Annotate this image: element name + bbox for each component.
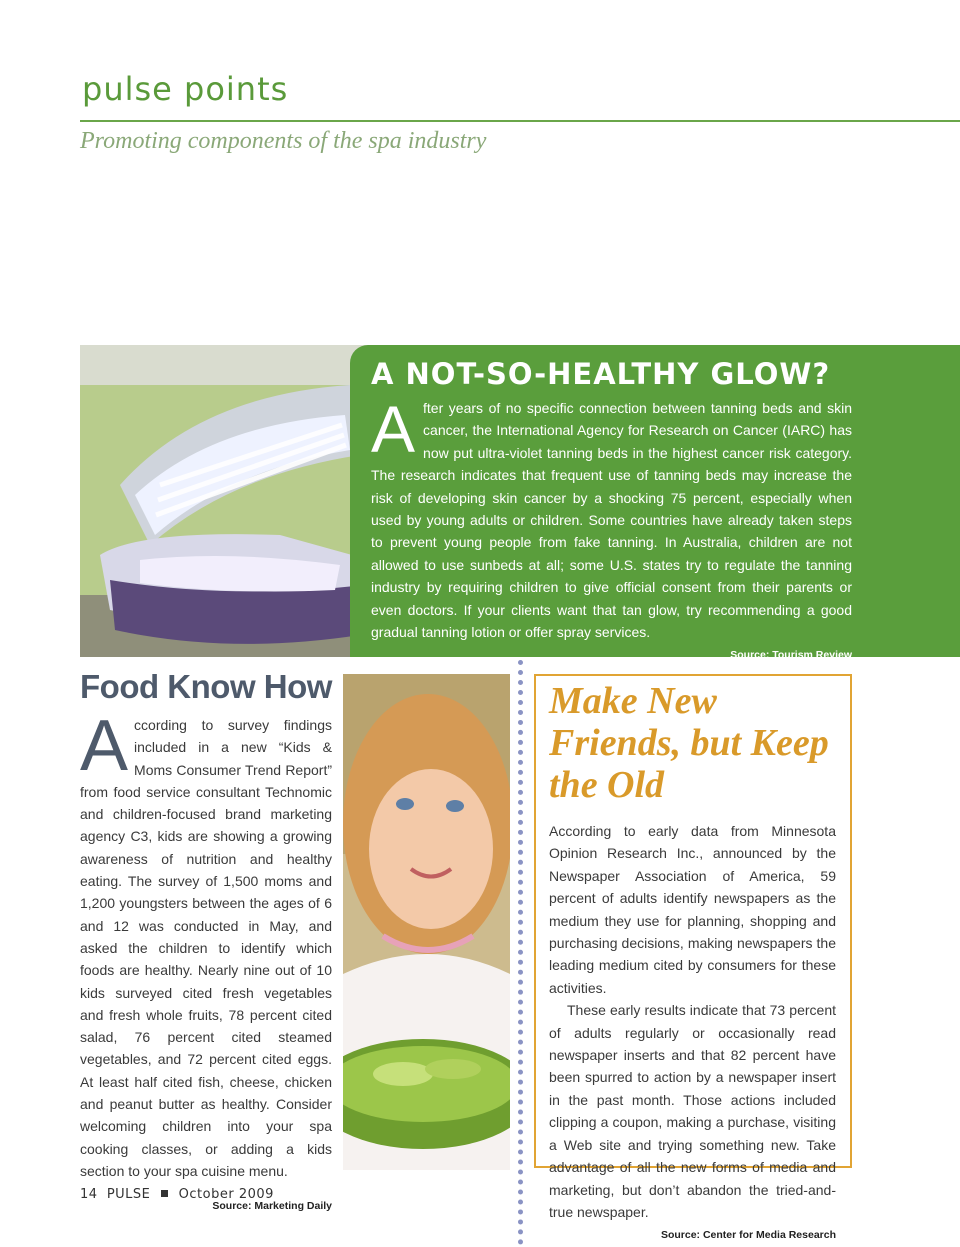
- tanning-article-body: [371, 392, 852, 643]
- food-dropcap: A: [80, 706, 129, 786]
- food-article: [80, 668, 332, 1212]
- food-article-body: [80, 706, 332, 1182]
- tanning-source: Source: Tourism Review: [730, 649, 852, 662]
- tanning-feature-box: [350, 345, 960, 662]
- page-footer: [80, 1187, 274, 1202]
- header-rule: [80, 120, 960, 122]
- section-title: pulse points: [82, 70, 289, 108]
- food-source: Source: Marketing Daily: [212, 1200, 332, 1213]
- section-subtitle: Promoting components of the spa industry: [80, 128, 487, 154]
- tanning-bed-photo: [80, 345, 380, 657]
- newspaper-article-body: [549, 820, 836, 1223]
- food-article-text: ccording to survey findings included in a new “Kids & Moms Consumer Trend Report” from food service consultant Technomic and children-focused brand marketing agency C3, kids are showing a growing awareness of nutrition and healthy eating. The survey of 1,500 moms and 1,200 youngsters between the ages of 6 and 12 was conducted in May, and asked the children to identify which foods are healthy. Nearly nine out of 10 kids surveyed cited fresh vegetables and fresh whole fruits, 78 percent cited salad, 76 percent cited steamed vegetables, and 72 percent cited eggs. At least half cited fish, cheese, chicken and peanut butter as healthy. Consider welcoming children into your spa cooking classes, or adding a kids section to your spa cuisine menu.: [80, 717, 332, 1179]
- newspaper-paragraph-1: According to early data from Minnesota Opinion Research Inc., announced by the Newspaper Association of America, 59 percent of adults identify newspapers as the medium they use for planning, shopping and purchasing decisions, making newspapers the leading medium cited by consumers for these activities.: [549, 823, 836, 996]
- page-number: 14: [80, 1187, 98, 1202]
- tanning-headline: A NOT-SO-HEALTHY GLOW?: [371, 357, 831, 391]
- tanning-article-text: fter years of no specific connection between tanning beds and skin cancer, the International Agency for Research on Cancer (IARC) has now put ultra-violet tanning beds in the highest cancer risk category. The research indicates that frequent use of tanning beds may increase the risk of developing skin cancer by a shocking 75 percent, especially when used by young adults or children. Some countries have already taken steps to prevent young people from fake tanning. In Australia, children are not allowed to use sunbeds at all; some U.S. states try to regulate the tanning industry by requiring children to give official consent from their parents or even doctors. If your clients want that tan glow, try recommending a good gradual tanning lotion or offer spray services.: [371, 400, 852, 641]
- newspaper-source: Source: Center for Media Research: [660, 1229, 836, 1242]
- issue-date: October 2009: [178, 1187, 274, 1202]
- tanning-dropcap: A: [371, 392, 416, 466]
- child-photo: [343, 674, 510, 1170]
- newspaper-paragraph-2: These early results indicate that 73 percent of adults regularly or occasionally read newspaper inserts and that 82 percent have been spurred to action by a newspaper insert in the past month. Those actions included clipping a coupon, making a purchase, visiting a Web site and trying something new. Take advantage of all the new forms of media and marketing, but don’t abandon the tried-and-true newspaper.: [549, 1002, 836, 1220]
- newspaper-headline: Make New Friends, but Keep the Old: [549, 680, 829, 806]
- food-headline: Food Know How: [80, 668, 332, 705]
- footer-separator: [161, 1190, 168, 1197]
- newspaper-article-box: [534, 674, 852, 1242]
- column-divider: [518, 660, 523, 1245]
- publication-name: PULSE: [106, 1187, 151, 1202]
